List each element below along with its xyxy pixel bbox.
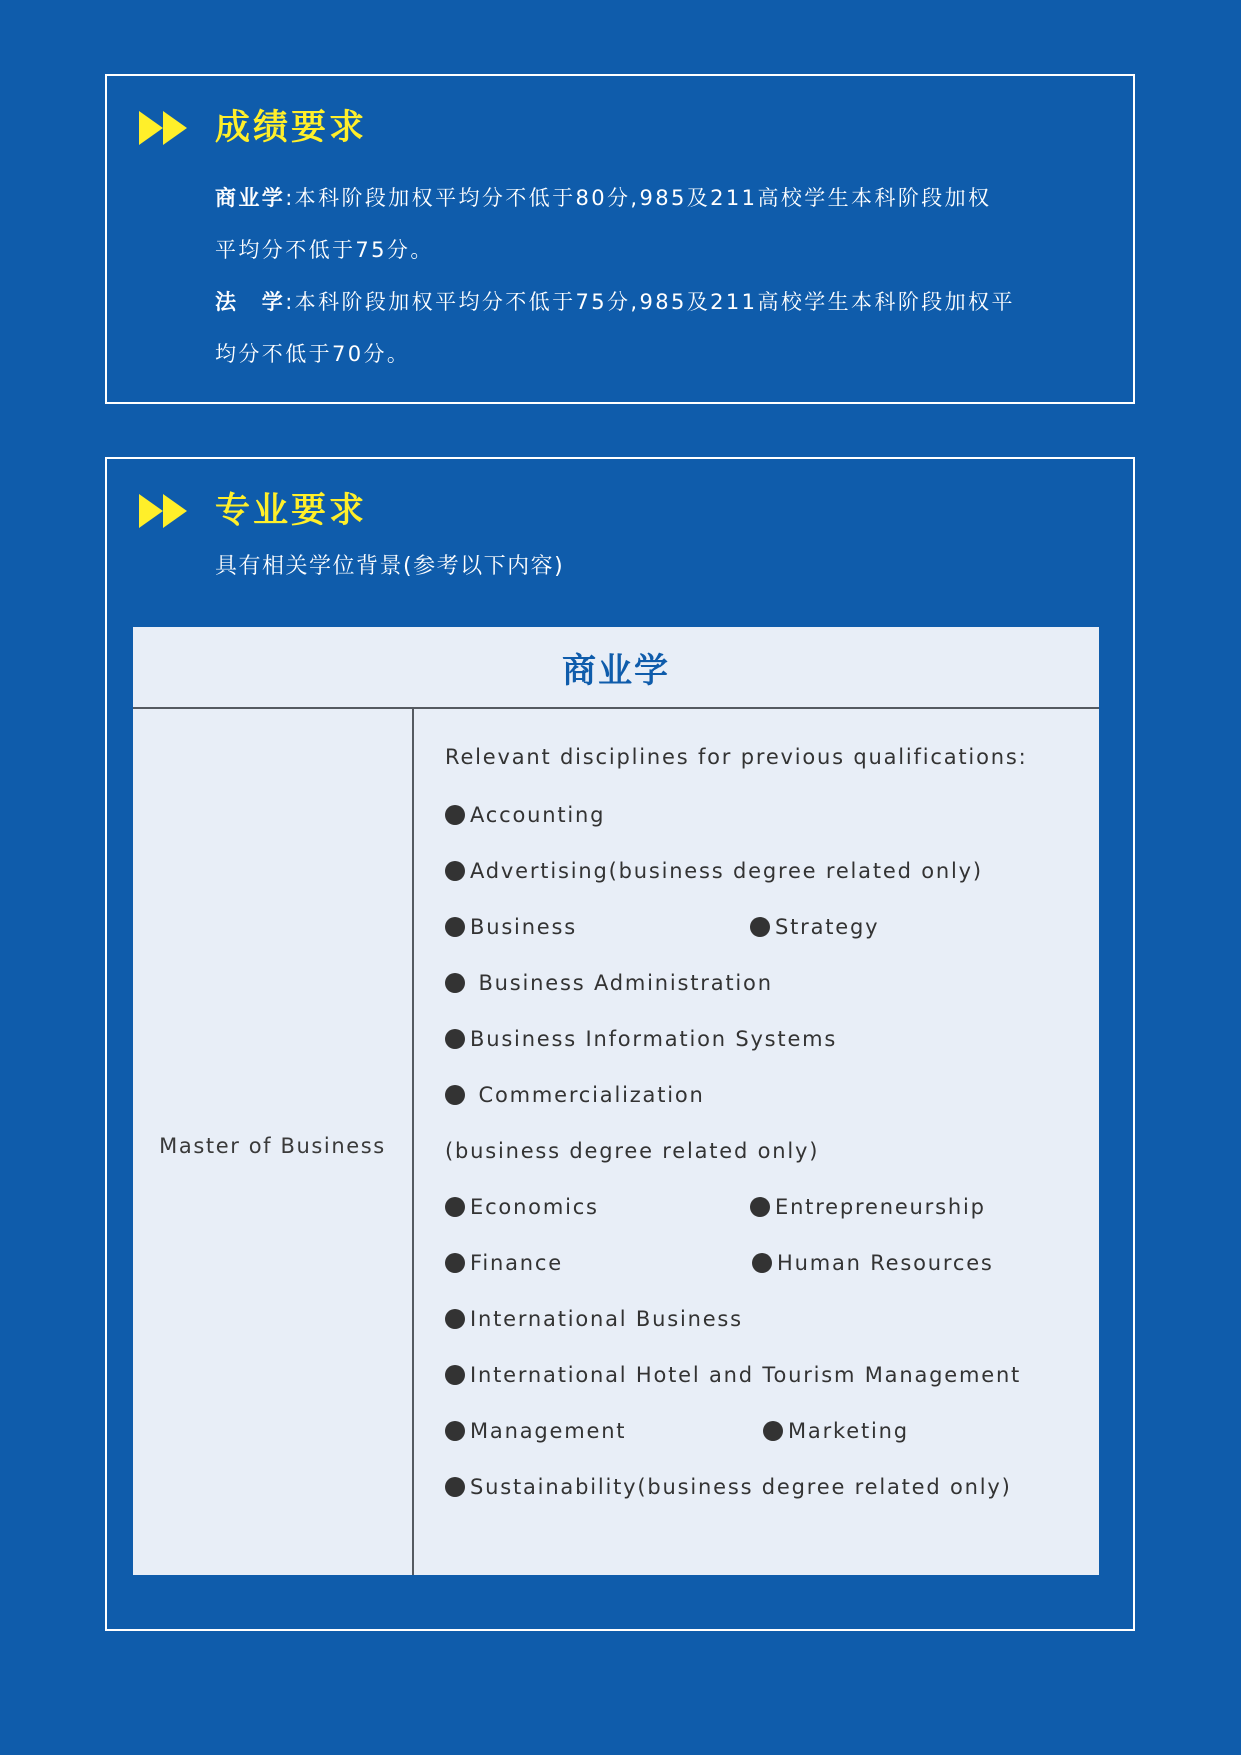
discipline-row — [445, 795, 1099, 835]
bullet-dot-icon — [445, 1365, 465, 1385]
grade-line-label: 商业学 — [215, 186, 286, 210]
major-requirements-panel — [105, 457, 1135, 1631]
bullet-dot-icon — [445, 917, 465, 937]
discipline-item — [763, 1411, 909, 1451]
grade-section-header — [139, 108, 367, 148]
discipline-item — [752, 1243, 994, 1283]
discipline-label: Business Administration — [470, 971, 773, 995]
discipline-item — [445, 1075, 705, 1115]
grade-line — [215, 328, 1015, 380]
discipline-item — [445, 1019, 837, 1059]
disciplines-heading: Relevant disciplines for previous qualifications: — [445, 745, 1028, 769]
discipline-row — [445, 1187, 1099, 1227]
discipline-label: Sustainability(business degree related only) — [470, 1475, 1012, 1499]
bullet-dot-icon — [445, 1309, 465, 1329]
discipline-row — [445, 1355, 1099, 1395]
discipline-label: Human Resources — [777, 1251, 994, 1275]
program-name: Master of Business — [159, 1134, 386, 1158]
discipline-item — [445, 1187, 599, 1227]
discipline-label: (business degree related only) — [445, 1139, 820, 1163]
discipline-row — [445, 1131, 1099, 1171]
discipline-item — [445, 1131, 819, 1171]
bullet-dot-icon — [445, 1421, 465, 1441]
discipline-label: Accounting — [470, 803, 606, 827]
grade-line — [215, 172, 1015, 224]
grade-line — [215, 276, 1015, 328]
grade-lines — [215, 172, 1015, 380]
discipline-label: Economics — [470, 1195, 599, 1219]
bullet-dot-icon — [445, 1197, 465, 1217]
discipline-item — [445, 795, 605, 835]
major-intro-text: 具有相关学位背景(参考以下内容) — [215, 554, 565, 579]
discipline-item — [445, 1467, 1012, 1507]
bullet-dot-icon — [445, 1253, 465, 1273]
grade-line-text: 平均分不低于75分。 — [215, 238, 434, 262]
discipline-label: Management — [470, 1419, 627, 1443]
double-arrow-icon — [139, 109, 191, 147]
major-section-title: 专业要求 — [215, 491, 368, 531]
discipline-item — [445, 963, 773, 1003]
discipline-label: Business — [470, 915, 578, 939]
discipline-row — [445, 907, 1099, 947]
grade-line — [215, 224, 1015, 276]
discipline-row — [445, 1019, 1099, 1059]
discipline-label: Business Information Systems — [470, 1027, 838, 1051]
discipline-label: International Hotel and Tourism Management — [470, 1363, 1022, 1387]
grade-section-title: 成绩要求 — [215, 108, 368, 148]
double-arrow-icon — [139, 492, 191, 530]
discipline-row — [445, 1243, 1099, 1283]
discipline-item — [445, 851, 983, 891]
discipline-item — [445, 1243, 563, 1283]
discipline-label: Entrepreneurship — [775, 1195, 986, 1219]
grade-line-text: :本科阶段加权平均分不低于75分,985及211高校学生本科阶段加权平 — [285, 290, 1015, 314]
discipline-row — [445, 963, 1099, 1003]
grade-line-label: 法 学 — [215, 290, 286, 314]
discipline-row — [445, 851, 1099, 891]
major-section-header — [139, 491, 367, 531]
discipline-label: Commercialization — [470, 1083, 705, 1107]
table-header: 商业学 — [133, 627, 1099, 709]
discipline-label: Marketing — [788, 1419, 909, 1443]
bullet-dot-icon — [445, 1029, 465, 1049]
discipline-item — [445, 1355, 1021, 1395]
bullet-dot-icon — [750, 1197, 770, 1217]
bullet-dot-icon — [445, 1477, 465, 1497]
grade-requirements-panel — [105, 74, 1135, 404]
discipline-item — [445, 907, 577, 947]
disciplines-cell — [414, 709, 1099, 1575]
discipline-label: International Business — [470, 1307, 743, 1331]
discipline-label: Finance — [470, 1251, 563, 1275]
discipline-row — [445, 1411, 1099, 1451]
bullet-dot-icon — [445, 1085, 465, 1105]
bullet-dot-icon — [445, 805, 465, 825]
discipline-row — [445, 1467, 1099, 1507]
discipline-row — [445, 1075, 1099, 1115]
discipline-table — [133, 627, 1099, 1575]
discipline-label: Strategy — [775, 915, 880, 939]
discipline-item — [445, 1411, 626, 1451]
discipline-row — [445, 1299, 1099, 1339]
program-cell — [133, 709, 414, 1575]
bullet-dot-icon — [752, 1253, 772, 1273]
bullet-dot-icon — [763, 1421, 783, 1441]
discipline-label: Advertising(business degree related only) — [470, 859, 983, 883]
bullet-dot-icon — [445, 973, 465, 993]
discipline-item — [750, 1187, 986, 1227]
grade-line-text: :本科阶段加权平均分不低于80分,985及211高校学生本科阶段加权 — [285, 186, 992, 210]
bullet-dot-icon — [750, 917, 770, 937]
grade-line-text: 均分不低于70分。 — [215, 342, 411, 366]
discipline-item — [750, 907, 879, 947]
discipline-item — [445, 1299, 743, 1339]
bullet-dot-icon — [445, 861, 465, 881]
